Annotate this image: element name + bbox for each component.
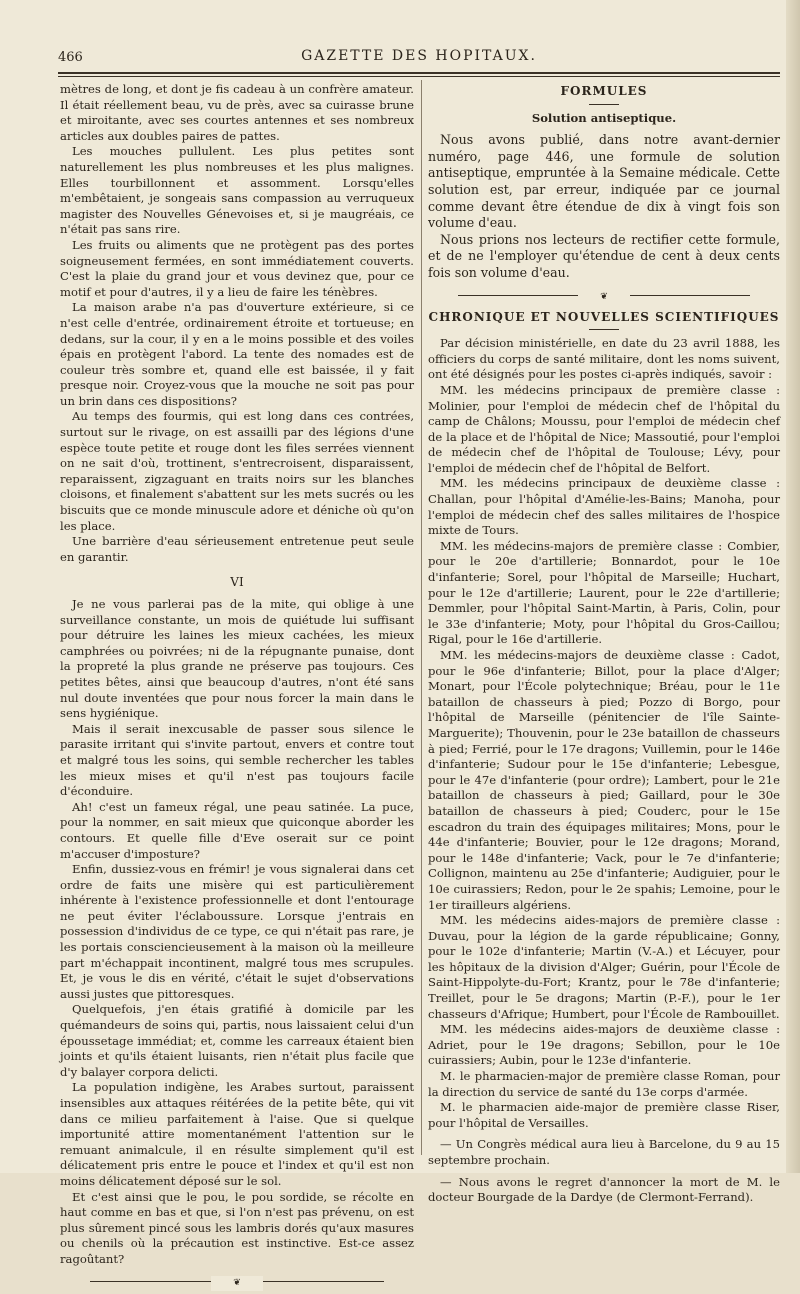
paragraph: Mais il serait inexcusable de passer sous silence le parasite irritant qui s'invite partout, envers et contre tout et malgré tous les soins, qui semble rechercher les tables les mieux mises et qu'il n'est pas toujours facile d'éconduire.	[60, 721, 414, 799]
paragraph: Ah! c'est un fameux régal, une peau satinée. La puce, pour la nommer, en sait mieux que quiconque aborder les contours. Et quelle fille d'Eve oserait sur ce point m'accuser d'imposture?	[60, 799, 414, 861]
paragraph: MM. les médecins aides-majors de première classe : Duvau, pour la légion de la garde républicaine; Gonny, pour le 102e d'infanterie; Martin (V.-A.) et Lécuyer, pour les hôpitaux de la division d'Alger; Guérin, pour l'École de Saint-Hippolyte-du-Fort; Krantz, pour le 78e d'infanterie; Treillet, pour le 5e dragons; Martin (P.-F.), pour le 1er chasseurs d'Afrique; Humbert, pour l'École de Rambouillet.	[428, 913, 780, 1021]
paragraph: MM. les médecins-majors de première classe : Combier, pour le 20e d'artillerie; Bonnardot, pour le 10e d'infanterie; Sorel, pour l'hôpital de Marseille; Huchart, pour le 12e d'artillerie; Laurent, pour le 22e d'artillerie; Demmler, pour l'hôpital Saint-Martin, à Paris, Colin, pour le 33e d'infanterie; Moty, pour l'hôpital du Gros-Caillou; Rigal, pour le 16e d'artillerie.	[428, 538, 780, 647]
paragraph: — Un Congrès médical aura lieu à Barcelone, du 9 au 15 septembre prochain.	[428, 1137, 780, 1167]
paragraph: mètres de long, et dont je fis cadeau à un confrère amateur. Il était réellement beau, vu de près, avec sa cuirasse brune et miroitante, avec ses courtes antennes et ses nombreux articles aux doubles paires de pattes.	[60, 82, 414, 143]
paragraph: MM. les médecins principaux de première classe : Molinier, pour l'emploi de médecin chef de l'hôpital du camp de Châlons; Moussu, pour l'emploi de médecin chef de la place et de l'hôpital de Nice; Massoutié, pour l'emploi de médecin chef de l'hôpital de Toulouse; Lévy, pour l'emploi de médecin chef de l'hôpital de Belfort.	[428, 382, 780, 475]
section-ornament: ❦	[428, 290, 780, 300]
header-rule-thin	[58, 76, 780, 77]
paragraph: Enfin, dussiez-vous en frémir! je vous signalerai dans cet ordre de faits une misère qui est particulièrement inhérente à l'existence professionnelle et dont l'entourage ne peut éviter l'éclaboussure. Lorsque j'entrais en possession d'individus de ce type, ce qui n'était pas rare, je les portais consciencieusement à la maison où la meilleure part m'échappait incontinent, malgré tous mes scrupules. Et, je vous le dis en vérité, c'était le sujet d'observations aussi justes que pittoresques.	[60, 862, 414, 1001]
paragraph: Et c'est ainsi que le pou, le pou sordide, se récolte en haut comme en bas et que, si l'on n'est pas prévenu, on est plus sûrement pincé sous les lambris dorés qu'aux masures ou chenils où la précaution est instinctive. Est-ce assez ragoûtant?	[60, 1189, 414, 1266]
page-edge	[786, 0, 800, 1173]
paragraph: Une barrière d'eau sérieusement entretenue peut seule en garantir.	[60, 534, 414, 564]
header-rule	[58, 72, 780, 74]
paragraph: Quelquefois, j'en étais gratifié à domicile par les quémandeurs de soins qui, partis, nous laissaient celui d'un époussetage immédiat; et, comme les carreaux étaient bien joints et qu'ils étaient luisants, rien n'était plus facile que d'y balayer corpora delicti.	[60, 1002, 414, 1079]
column-divider	[421, 80, 422, 1155]
paragraph: MM. les médecins-majors de deuxième classe : Cadot, pour le 96e d'infanterie; Billot, pour la place d'Alger; Monart, pour l'École polytechnique; Bréau, pour le 11e bataillon de chasseurs à pied; Pozzo di Borgo, pour l'hôpital de Marseille (pénitencier de l'île Sainte-Marguerite); Thouvenin, pour le 23e bataillon de chasseurs à pied; Ferrié, pour le 17e dragons; Vuillemin, pour le 146e d'infanterie; Sudour pour le 15e d'infanterie; Lebesgue, pour le 47e d'infanterie (pour ordre); Lambert, pour le 21e bataillon de chasseurs à pied; Gaillard, pour le 30e bataillon de chasseurs à pied; Couderc, pour le 15e escadron du train des équipages militaires; Mons, pour le 44e d'infanterie; Bouvier, pour le 12e dragons; Morand, pour le 148e d'infanterie; Vack, pour le 7e d'infanterie; Collignon, maintenu au 25e d'infanterie; Audiguier, pour le 10e cuirassiers; Redon, pour le 2e spahis; Lemoine, pour le 1er tirailleurs algériens.	[428, 648, 780, 912]
left-column	[60, 82, 414, 1294]
page-header	[58, 44, 780, 68]
paragraph: La population indigène, les Arabes surtout, paraissent insensibles aux attaques réitérées de la petite bête, qui vit dans ce milieu parfaitement à l'aise. Que si quelque importunité attire momentanément l'attention sur le remuant animalcule, il en résulte simplement qu'il est délicatement pris entre le pouce et l'index et qu'il est non moins délicatement déposé sur le sol.	[60, 1080, 414, 1188]
formules-heading: FORMULES	[560, 84, 648, 98]
paragraph: M. le pharmacien aide-major de première classe Riser, pour l'hôpital de Versailles.	[428, 1100, 780, 1130]
paragraph: M. le pharmacien-major de première classe Roman, pour la direction du service de santé du 13e corps d'armée.	[428, 1069, 780, 1099]
end-ornament: ❦	[60, 1276, 414, 1286]
paragraph: Les mouches pullulent. Les plus petites sont naturellement les plus nombreuses et les plus malignes. Elles tourbillonnent et assomment. Lorsqu'elles m'embêtaient, je songeais sans compassion au verruqueux magister des Nouvelles Génevoises et, si je maugréais, ce n'était pas sans rire.	[60, 144, 414, 237]
paragraph: Par décision ministérielle, en date du 23 avril 1888, les officiers du corps de santé militaire, dont les noms suivent, ont été désignés pour les postes ci-après indiqués, savoir :	[428, 336, 780, 382]
paragraph: Au temps des fourmis, qui est long dans ces contrées, surtout sur le rivage, on est assailli par des légions d'une espèce toute petite et rouge dont les files serrées viennent on ne sait d'où, trottinent, s'entrecroisent, disparaissent, reparaissent, zigzaguant en traits noirs sur les blanches cloisons, et finalement s'abattent sur les mets sucrés ou les biscuits que ce monde minuscule adore et déniche où qu'on les place.	[60, 409, 414, 533]
paragraph: MM. les médecins aides-majors de deuxième classe : Adriet, pour le 19e dragons; Sebillon, pour le 10e cuirassiers; Aubin, pour le 123e d'infanterie.	[428, 1022, 780, 1068]
paragraph: Les fruits ou aliments que ne protègent pas des portes soigneusement fermées, en sont immédiatement couverts. C'est la plaie du grand jour et vous devinez que, pour ce motif et pour d'autres, il y a lieu de faire les ténèbres.	[60, 237, 414, 299]
right-column	[428, 82, 780, 1206]
chronique-heading: CHRONIQUE ET NOUVELLES SCIENTIFIQUES	[428, 309, 780, 324]
paragraph: — Nous avons le regret d'annoncer la mort de M. le docteur Bourgade de la Dardye (de Clermont-Ferrand).	[428, 1174, 780, 1205]
paragraph: Je ne vous parlerai pas de la mite, qui oblige à une surveillance constante, un mois de quiétude lui suffisant pour détruire les laines les mieux cachées, les mieux camphrées ou poivrées; ni de la répugnante punaise, dont la propreté la plus grande ne préserve pas toujours. Ces petites bêtes, ainsi que beaucoup d'autres, n'ont été sans nul doute inventées que pour nous forcer la main dans le sens hygiénique.	[60, 597, 414, 721]
heading-rule	[589, 329, 619, 330]
paragraph: Nous avons publié, dans notre avant-dernier numéro, page 446, une formule de solution antiseptique, empruntée à la Semaine médicale. Cette solution est, par erreur, indiquée par ce journal comme devant être étendue de dix à vingt fois son volume d'eau.	[428, 132, 780, 231]
formules-subheading: Solution antiseptique.	[531, 110, 677, 125]
section-number: VI	[230, 575, 244, 590]
running-title: GAZETTE DES HOPITAUX.	[301, 48, 537, 64]
paragraph: La maison arabe n'a pas d'ouverture extérieure, si ce n'est celle d'entrée, ordinairement étroite et tortueuse; en dedans, sur la cour, il y en a le moins possible et des voiles épais en protègent l'abord. La tente des nomades est de couleur très sombre et, quand elle est baissée, il y fait presque noir. Croyez-vous que la mouche ne soit pas pour un brin dans ces dispositions?	[60, 300, 414, 408]
heading-rule	[589, 104, 619, 105]
paragraph: MM. les médecins principaux de deuxième classe : Challan, pour l'hôpital d'Amélie-les-Bains; Manoha, pour l'emploi de médecin chef des salles militaires de l'hospice mixte de Tours.	[428, 476, 780, 538]
page-number: 466	[58, 50, 83, 65]
paragraph: Nous prions nos lecteurs de rectifier cette formule, et de ne l'employer qu'étendue de cent à deux cents fois son volume d'eau.	[428, 231, 780, 280]
